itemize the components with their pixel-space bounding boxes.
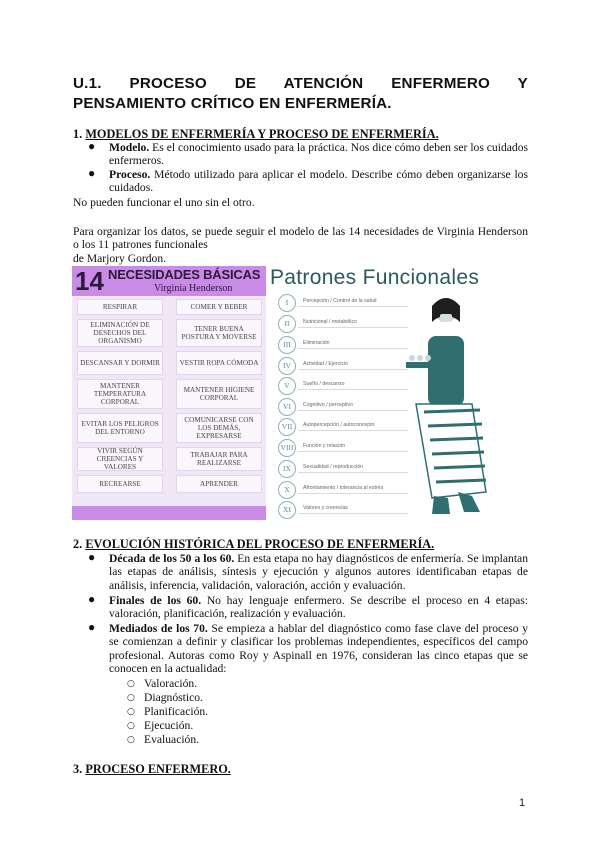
bullet-term: Proceso.: [109, 168, 151, 181]
bullet-text: Se empieza a hablar del diagnóstico como fase clave del proceso y se comienzan a definir y clasificar los problemas independientes, específicos del campo profesional. Autoras como Roy y Aspinall en 1976, consideran las cinco etapas que se conocen en la actualidad:: [109, 622, 528, 676]
necesidad-cell: COMER Y BEBER: [176, 299, 262, 315]
section-1-note: No pueden funcionar el uno sin el otro.: [73, 196, 255, 209]
bullet-term: Mediados de los 70.: [109, 622, 208, 635]
bullet-term: Modelo.: [109, 141, 150, 154]
patron-label: Sexualidad / reproducción: [303, 464, 363, 470]
patron-item: [278, 294, 408, 314]
patron-number: VI: [278, 398, 296, 416]
patron-line: [298, 389, 408, 390]
patron-label: Nutricional / metabólico: [303, 319, 357, 325]
patron-number: VII: [278, 418, 296, 436]
patron-line: [298, 348, 408, 349]
circle-bullet-icon: ○: [127, 693, 135, 703]
section-2-title: EVOLUCIÓN HISTÓRICA DEL PROCESO DE ENFERMERÍA.: [85, 537, 435, 551]
nurse-illustration: [398, 292, 490, 520]
patron-number: IX: [278, 460, 296, 478]
necesidad-cell: APRENDER: [176, 475, 262, 493]
stage-text: Evaluación.: [144, 733, 200, 746]
circle-bullet-icon: ○: [127, 679, 135, 689]
patron-number: XI: [278, 501, 296, 519]
document-title: U.1. PROCESO DE ATENCIÓN ENFERMERO Y PENSAMIENTO CRÍTICO EN ENFERMERÍA.: [73, 75, 528, 112]
patron-label: Percepción / Control de la salud: [303, 298, 377, 304]
patron-item: [278, 439, 408, 459]
stage-text: Ejecución.: [144, 719, 194, 732]
stage-text: Valoración.: [144, 677, 198, 690]
section-1-paragraph-cont: de Marjory Gordon.: [73, 252, 167, 265]
patron-number: IV: [278, 357, 296, 375]
bullet-text: Es el conocimiento usado para la práctica. Nos dice cómo deben ser los cuidados enfermeros.: [109, 141, 528, 168]
patron-number: X: [278, 481, 296, 499]
section-3-number: 3.: [73, 762, 83, 776]
patron-label: Cognitivo / perceptivo: [303, 402, 353, 408]
necesidades-subtitle: Virginia Henderson: [154, 283, 233, 294]
patron-label: Valores y creencias: [303, 505, 348, 511]
patron-number: III: [278, 336, 296, 354]
circle-bullet-icon: ○: [127, 707, 135, 717]
section-1-number: 1.: [73, 127, 83, 141]
section-2-heading: [73, 537, 434, 552]
section-2-number: 2.: [73, 537, 83, 551]
bullet-dot-icon: ●: [88, 139, 96, 153]
patron-label: Actividad / Ejercicio: [303, 361, 348, 367]
patron-item: [278, 336, 408, 356]
patron-item: [278, 315, 408, 335]
patron-label: Eliminación: [303, 340, 330, 346]
necesidad-cell: RECREARSE: [77, 475, 163, 493]
bullet-term: Finales de los 60.: [109, 594, 202, 607]
patron-item: [278, 460, 408, 480]
patrones-title: Patrones Funcionales: [270, 266, 480, 289]
patron-line: [298, 451, 408, 452]
necesidad-cell: VIVIR SEGÚN CREENCIAS Y VALORES: [77, 447, 163, 471]
patron-label: Autopercepción / autoconcepto: [303, 422, 375, 428]
necesidades-title: NECESIDADES BÁSICAS: [108, 267, 261, 282]
necesidad-cell: RESPIRAR: [77, 299, 163, 315]
bullet-term: Década de los 50 a los 60.: [109, 552, 235, 565]
necesidad-cell: COMUNICARSE CON LOS DEMÁS, EXPRESARSE: [176, 413, 262, 443]
patron-number: II: [278, 315, 296, 333]
patrones-funcionales-image: [268, 266, 490, 520]
patron-number: I: [278, 294, 296, 312]
bullet-dot-icon: ●: [88, 550, 96, 564]
patron-line: [298, 513, 408, 514]
patron-line: [298, 493, 408, 494]
stage-text: Diagnóstico.: [144, 691, 203, 704]
necesidades-footer: [72, 506, 266, 520]
necesidad-cell: EVITAR LOS PELIGROS DEL ENTORNO: [77, 413, 163, 443]
patron-item: [278, 398, 408, 418]
necesidad-cell: VESTIR ROPA CÓMODA: [176, 351, 262, 375]
patron-number: V: [278, 377, 296, 395]
patron-line: [298, 306, 408, 307]
patron-number: VIII: [278, 439, 296, 457]
patron-line: [298, 327, 408, 328]
patron-item: [278, 501, 408, 520]
section-1-title: MODELOS DE ENFERMERÍA Y PROCESO DE ENFERMERÍA.: [85, 127, 439, 141]
necesidad-cell: MANTENER TEMPERATURA CORPORAL: [77, 379, 163, 409]
patron-item: [278, 418, 408, 438]
stage-text: Planificación.: [144, 705, 209, 718]
circle-bullet-icon: ○: [127, 721, 135, 731]
section-1-heading: [73, 127, 439, 142]
patron-item: [278, 357, 408, 377]
circle-bullet-icon: ○: [127, 735, 135, 745]
bullet-text: No hay lenguaje enfermero. Se describe el proceso en 4 etapas: valoración, planificación, realización y evaluación.: [109, 594, 528, 621]
patron-label: Sueño / descanso: [303, 381, 345, 387]
section-1-paragraph: Para organizar los datos, se puede seguir el modelo de las 14 necesidades de Virginia Henderson o los 11 patrones funcionales: [73, 225, 528, 252]
necesidades-basicas-image: [72, 266, 266, 520]
patron-label: Función y relación: [303, 443, 346, 449]
bullet-dot-icon: ●: [88, 592, 96, 606]
patron-line: [298, 430, 408, 431]
necesidad-cell: DESCANSAR Y DORMIR: [77, 351, 163, 375]
page-number: 1: [519, 797, 526, 809]
necesidades-number: 14: [75, 266, 104, 296]
necesidad-cell: TRABAJAR PARA REALIZARSE: [176, 447, 262, 471]
bullet-dot-icon: ●: [88, 620, 96, 634]
patron-line: [298, 472, 408, 473]
section-3-heading: [73, 762, 231, 777]
necesidad-cell: TENER BUENA POSTURA Y MOVERSE: [176, 319, 262, 347]
necesidad-cell: ELIMINACIÓN DE DESECHOS DEL ORGANISMO: [77, 319, 163, 347]
patron-line: [298, 410, 408, 411]
patron-item: [278, 481, 408, 501]
patron-line: [298, 369, 408, 370]
section-3-title: PROCESO ENFERMERO.: [85, 762, 231, 776]
patron-item: [278, 377, 408, 397]
bullet-dot-icon: ●: [88, 166, 96, 180]
bullet-text: En esta etapa no hay diagnósticos de enfermería. Se implantan las etapas de análisis, síntesis y ejecución y algunos autores identificaban etapas de análisis, inferencia, validación, valoración, acción y evaluación.: [109, 552, 528, 592]
necesidad-cell: MANTENER HIGIENE CORPORAL: [176, 379, 262, 409]
patron-label: Afrontamiento / tolerancia al estrés: [303, 485, 384, 491]
bullet-text: Método utilizado para aplicar el modelo. Describe cómo deben organizarse los cuidados.: [109, 168, 528, 195]
